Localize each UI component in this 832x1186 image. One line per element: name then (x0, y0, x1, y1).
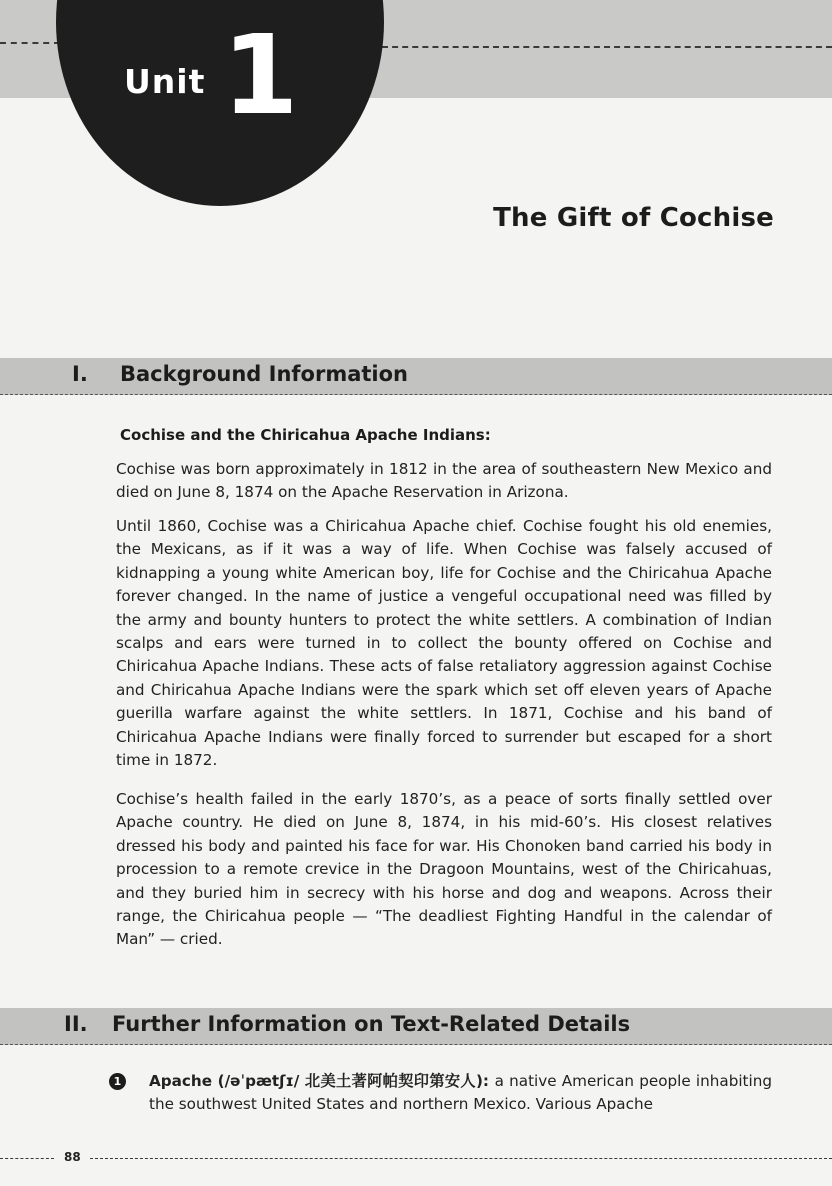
paragraph-birth: Cochise was born approximately in 1812 in the area of southeastern New Mexico and died on June 8, 1874 on the Apache Reservation in Arizona. (116, 460, 772, 502)
note-term: Apache (149, 1072, 212, 1090)
unit-badge (58, 0, 382, 204)
footer-dash-right (90, 1158, 832, 1159)
page-number: 88 (64, 1150, 81, 1164)
note-item (112, 1070, 772, 1117)
section-number: I. (72, 362, 88, 386)
section-header-background (0, 358, 832, 395)
paragraph-death: Cochise’s health failed in the early 1870’s, as a peace of sorts finally settled over Apache country. He died on June 8, 1874, in his mid-60’s. His closest relatives dressed his body and painted his face for war. His Chonoken band carried his body in procession to a remote crevice in the Dragoon Mountains, west of the Chiricahuas, and they buried him in secrecy with his horse and dog and weapons. Across their range, the Chiricahua people — “The deadliest Fighting Handful in the calendar of Man” — cried. (116, 790, 772, 949)
section-header-further-info (0, 1008, 832, 1045)
section-title: Background Information (120, 362, 409, 386)
subsection-heading: Cochise and the Chiricahua Apache Indians: (120, 426, 491, 444)
note-definition: a native American people inhabiting the southwest United States and northern Mexico. Various Apache (149, 1072, 773, 1114)
lesson-title: The Gift of Cochise (493, 203, 774, 233)
section-number: II. (64, 1012, 88, 1036)
footer-dash-left (0, 1158, 54, 1159)
unit-word: Unit (124, 62, 206, 101)
paragraph-history: Until 1860, Cochise was a Chiricahua Apache chief. Cochise fought his old enemies, the Mexicans, as if it was a way of life. When Cochise was falsely accused of kidnapping a young white American boy, life for Cochise and the Chiricahua Apache forever changed. In the name of justice a vengeful occupational need was filled by the army and bounty hunters to protect the white settlers. A combination of Indian scalps and ears were turned in to collect the bounty offered on Cochise and Chiricahua Apache Indians. These acts of false retaliatory aggression against Cochise and Chiricahua Apache Indians were the spark which set off eleven years of Apache guerilla warfare against the white settlers. In 1871, Cochise and his band of Chiricahua Apache Indians were finally forced to surrender but escaped for a short time in 1872. (116, 517, 772, 770)
note-gloss: (/əˈpætʃɪ/ 北美土著阿帕契印第安人): (212, 1072, 495, 1090)
note-text (149, 1070, 772, 1117)
section-title: Further Information on Text-Related Details (112, 1012, 631, 1036)
unit-number: 1 (222, 11, 299, 139)
note-number-badge: 1 (109, 1073, 126, 1090)
header-dash-right (382, 46, 832, 48)
header-dash-left (0, 42, 60, 44)
